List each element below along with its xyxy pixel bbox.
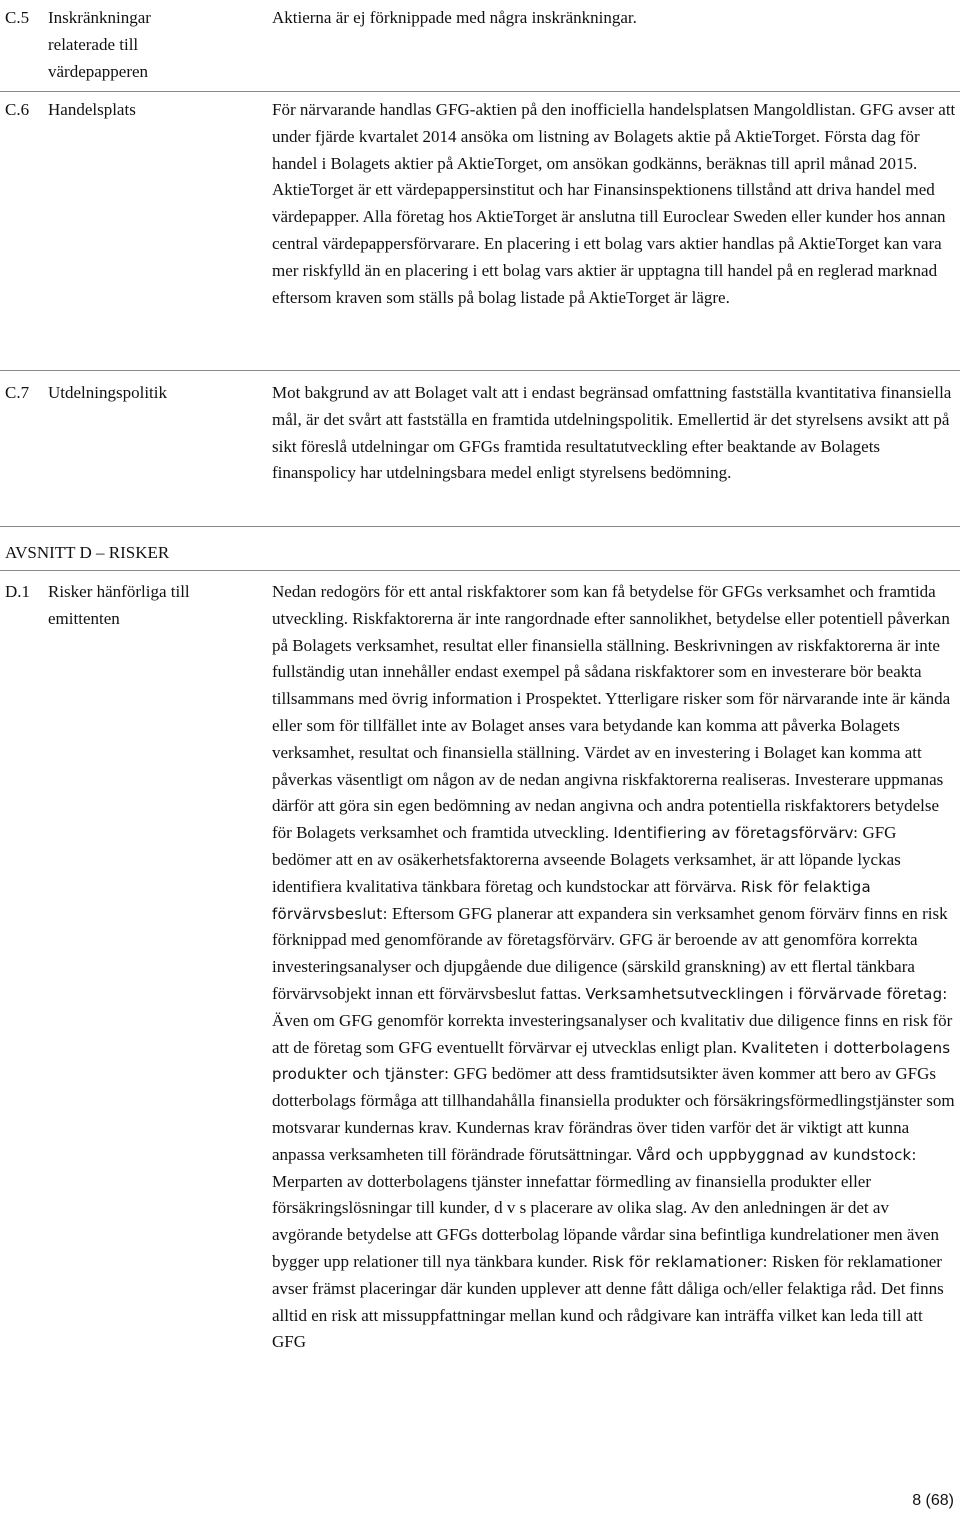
section-label: Inskränkningar relaterade till värdepapperen [48, 8, 151, 81]
risk-title: Vård och uppbyggnad av kundstock: [636, 1145, 917, 1164]
risk-intro: Nedan redogörs för ett antal riskfaktorer som kan få betydelse för GFGs verksamhet och framtida utveckling. Riskfaktorerna är inte rangordnade efter sannolikhet, betydelse eller potentiell påverkan på Bolagets verksamhet, resultat eller finansiella ställning. Beskrivningen av riskfaktorerna är inte fullständig utan innehåller endast exempel på sådana riskfaktorer som en investerare bör beakta tillsammans med övrig information i Prospektet. Ytterligare risker som för närvarande inte är kända eller som för tillfället inte av Bolaget anses vara betydande kan komma att påverka Bolagets verksamhet, resultat och finansiella ställning. Värdet av en investering i Bolaget kan komma att påverkas väsentligt om någon av de nedan angivna riskfaktorerna realiseras. Investerare uppmanas därför att göra sin egen bedömning av nedan angivna och andra potentiella riskfaktorers betydelse för Bolagets verksamhet och framtida utveckling. [272, 582, 951, 843]
section-text: Aktierna är ej förknippade med några inskränkningar. [272, 8, 637, 27]
section-label: Handelsplats [48, 100, 136, 119]
risk-description: Eftersom GFG planerar att expandera sin verksamhet genom förvärv finns en risk förknippad med genomförande av företagsförvärv. GFG är beroende av att genomföra korrekta investeringsanalyser och djupgående due diligence (särskild granskning) av ett flertal tänkbara förvärvsobjekt innan ett förvärvsbeslut fattas. [272, 903, 948, 1003]
risk-title: Risk för felaktiga förvärvsbeslut: [272, 877, 871, 923]
section-label: Risker hänförliga till emittenten [48, 582, 190, 628]
divider [0, 370, 960, 371]
section-c5 [0, 5, 960, 85]
risk-description: Merparten av dotterbolagens tjänster innefattar förmedling av finansiella produkter eller försäkringslösningar till kunder, d v s placerare av olika slag. Av den anledningen är det av avgörande betydelse att GFGs dotterbolag löpande vårdar sina befintliga kundrelationer men även bygger upp relationer till nya tänkbara kunder. [272, 1171, 940, 1271]
risk-title: Identifiering av företagsförvärv: [613, 824, 859, 843]
divider [0, 91, 960, 92]
risk-description: Risken för reklamationer avser främst placeringar där kunden upplever att denne fått dåliga och/eller felaktiga råd. Det finns alltid en risk att missuppfattningar mellan kund och rådgivare kan inträffa vilket kan leda till att GFG [272, 1251, 944, 1352]
section-number: D.1 [5, 582, 31, 601]
section-text: För närvarande handlas GFG-aktien på den inofficiella handelsplatsen Mangoldlistan. GFG avser att under fjärde kvartalet 2014 ansöka om listning av Bolagets aktie på AktieTorget. Första dag för handel i Bolagets aktier på AktieTorget, om ansökan godkänns, beräknas till april månad 2015. AktieTorget är ett värdepappersinstitut och har Finansinspektionens tillstånd att driva handel med värdepapper. Alla företag hos AktieTorget är anslutna till Euroclear Sweden eller kunder hos annan central värdepappersförvarare. En placering i ett bolag vars aktier handlas på AktieTorget kan vara mer riskfylld än en placering i ett bolag vars aktier är upptagna till handel på en reglerad marknad eftersom kraven som ställs på bolag listade på AktieTorget är lägre. [272, 100, 956, 307]
divider [0, 526, 960, 527]
risk-title: Verksamhetsutvecklingen i förvärvade företag: [585, 984, 948, 1003]
section-text: Mot bakgrund av att Bolaget valt att i endast begränsad omfattning fastställa kvantitativa finansiella mål, är det svårt att fastställa en framtida utdelningspolitik. Emellertid är det styrelsens avsikt att på sikt föreslå utdelningar om GFGs framtida resultatutveckling efter beaktande av Bolagets finanspolicy har utdelningsbara medel enligt styrelsens bedömning. [272, 383, 952, 483]
risk-description: Även om GFG genomför korrekta investeringsanalyser och kvalitativ due diligence finns en risk för att de företag som GFG eventuellt förvärvar ej utvecklas enligt plan. [272, 1010, 953, 1057]
section-heading: AVSNITT D – RISKER [5, 543, 170, 562]
risk-description: GFG bedömer att en av osäkerhetsfaktorerna avseende Bolagets verksamhet, är att löpande lyckas identifiera kvalitativa tänkbara företag och kundstockar att förvärva. [272, 823, 901, 896]
section-label: Utdelningspolitik [48, 383, 167, 402]
section-number: C.5 [5, 8, 30, 27]
section-number: C.6 [5, 100, 30, 119]
divider [0, 570, 960, 571]
risk-text-block [272, 579, 958, 1356]
risk-title: Risk för reklamationer: [592, 1252, 768, 1271]
risk-title: Kvaliteten i dotterbolagens produkter och tjänster: [272, 1038, 951, 1084]
section-number: C.7 [5, 383, 30, 402]
risk-description: GFG bedömer att dess framtidsutsikter även kommer att bero av GFGs dotterbolags förmåga att tillhandahålla finansiella produkter och försäkringsförmedlingstjänster som motsvarar kundernas krav. Kundernas krav förändras över tiden varför det är viktigt att kunna anpassa verksamheten till förändrade förutsättningar. [272, 1064, 955, 1164]
page-number: 8 (68) [912, 1492, 954, 1509]
